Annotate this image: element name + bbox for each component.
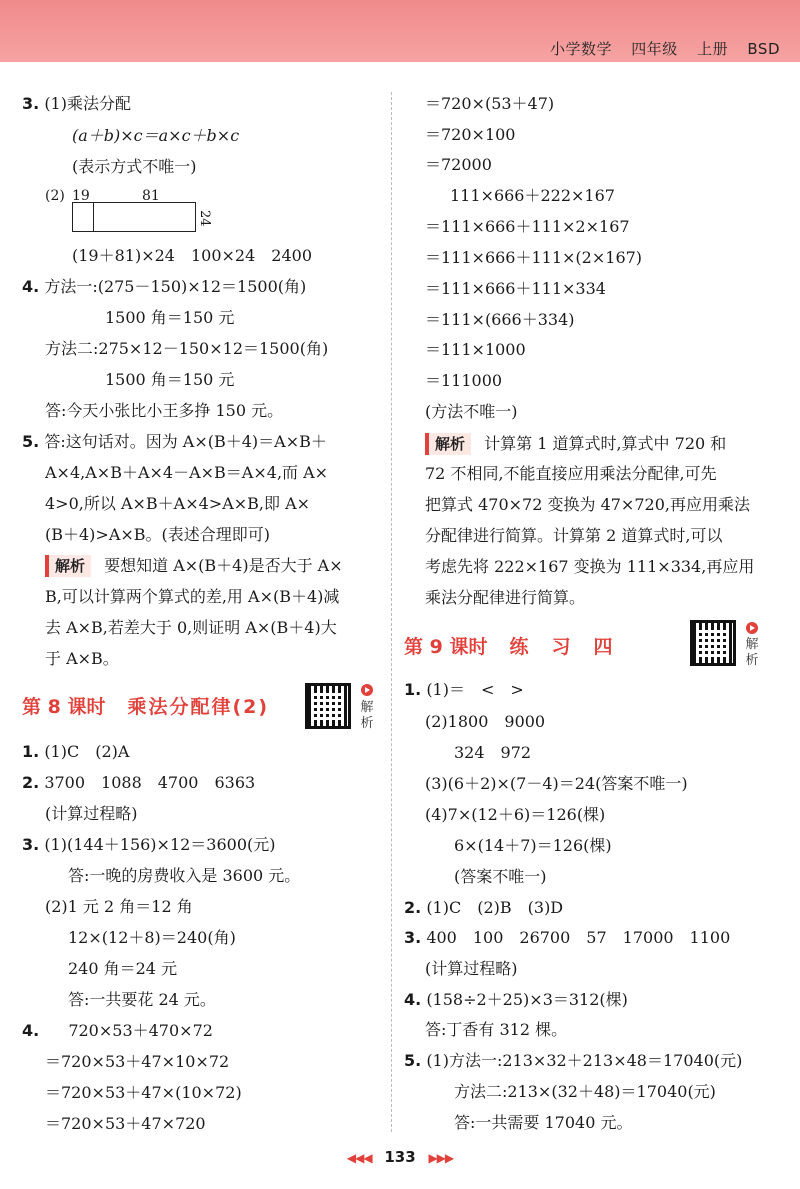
s8-q4-line1: [22, 1021, 213, 1041]
s9-q5-line1: [404, 1051, 742, 1071]
left-q3-note: (表示方式不唯一): [72, 157, 197, 176]
right-analysis-text4: 分配律进行简算。计算第 2 道算式时,可以: [425, 526, 723, 545]
s9-q3-note: (计算过程略): [425, 959, 518, 978]
page-footer: [0, 1148, 800, 1166]
section-8-heading: [22, 692, 269, 719]
qr-code-section-8[interactable]: [305, 683, 351, 729]
s9-q4-line1: [404, 990, 628, 1010]
s9-q3: [404, 928, 730, 948]
qr-label-9-a: 解: [745, 637, 759, 652]
right-analysis-tag: 解析: [425, 433, 471, 455]
s9-q5-text1: (1)方法一:213×32＋213×48＝17040(元): [426, 1051, 743, 1070]
right-analysis-text6: 乘法分配律进行简算。: [425, 588, 586, 607]
s8-q2-number: 2.: [22, 773, 40, 792]
s9-q3-number: 3.: [404, 928, 422, 947]
qr-code-section-9[interactable]: [690, 620, 736, 666]
right-calc-6: ＝111×666＋111×(2×167): [425, 248, 643, 267]
s8-q4-text4: ＝720×53＋47×720: [45, 1114, 206, 1133]
qr-label-section-8: [359, 700, 375, 732]
section-9-number: 第 9 课时: [404, 636, 488, 658]
s8-q3-text3: (2)1 元 2 角＝12 角: [45, 897, 193, 916]
s8-q3-text6: 答:一共要花 24 元。: [68, 990, 216, 1009]
s8-q4-text2: ＝720×53＋47×10×72: [45, 1052, 230, 1071]
left-analysis-text3: 去 A×B,若差大于 0,则证明 A×(B＋4)大: [45, 618, 337, 637]
s8-q2-answer: 3700 1088 4700 6363: [44, 773, 256, 792]
header-edition: BSD: [747, 40, 780, 58]
s9-q1-text6: 6×(14＋7)＝126(棵): [454, 836, 612, 855]
right-calc-5: ＝111×666＋111×2×167: [425, 217, 630, 236]
s9-q4-number: 4.: [404, 990, 422, 1009]
s8-q1-number: 1.: [22, 742, 40, 761]
right-calc-9: ＝111×1000: [425, 340, 526, 359]
s9-q1-text3: 324 972: [454, 743, 532, 762]
left-analysis-tag: 解析: [45, 555, 91, 577]
left-q5-text3: 4>0,所以 A×B＋A×4>A×B,即 A×: [45, 494, 311, 513]
section-8-number: 第 8 课时: [22, 696, 106, 718]
s8-q3-line1: [22, 835, 276, 855]
right-analysis-text2: 72 不相同,不能直接应用乘法分配律,可先: [425, 464, 717, 483]
header-info: [536, 38, 780, 59]
column-divider: [391, 92, 392, 1132]
s8-q4-text1: 720×53＋470×72: [68, 1021, 213, 1040]
left-q4-answer: 答:今天小张比小王多挣 150 元。: [45, 401, 284, 420]
left-q3-part1: (1)乘法分配: [44, 94, 131, 113]
play-icon-section-9: [746, 622, 758, 634]
left-q3-diagram-side: 24: [197, 210, 212, 227]
rectangle-divider: [93, 203, 94, 231]
header-subject: 小学数学: [550, 40, 613, 58]
s9-q1-line1: [404, 680, 524, 700]
right-calc-7: ＝111×666＋111×334: [425, 279, 606, 298]
page-number: 133: [384, 1148, 416, 1166]
header-volume: 上册: [697, 40, 729, 58]
s9-q2: [404, 898, 563, 918]
left-arrows-icon: ◀◀◀: [346, 1151, 372, 1165]
left-q3-number: 3.: [22, 94, 40, 113]
left-analysis-text1: 要想知道 A×(B＋4)是否大于 A×: [104, 556, 343, 575]
left-q4-conv2: 1500 角＝150 元: [105, 370, 235, 389]
s9-q5-text3: 答:一共需要 17040 元。: [454, 1113, 633, 1132]
s9-q1-text5: (4)7×(12＋6)＝126(棵): [425, 805, 606, 824]
left-q4-line1: [22, 277, 306, 297]
left-analysis-text2: B,可以计算两个算式的差,用 A×(B＋4)减: [45, 587, 340, 606]
s8-q3-text2: 答:一晚的房费收入是 3600 元。: [68, 866, 301, 885]
right-analysis-text5: 考虑先将 222×167 变换为 111×334,再应用: [425, 557, 755, 576]
s9-q2-answer: (1)C (2)B (3)D: [426, 898, 564, 917]
left-q5-text2: A×4,A×B＋A×4－A×B＝A×4,而 A×: [45, 463, 329, 482]
rectangle-diagram: [72, 202, 196, 232]
s9-q4-text1: (158÷2＋25)×3＝312(棵): [426, 990, 628, 1009]
section-9-heading: [404, 632, 614, 659]
left-q3-diagram-b: 81: [142, 188, 160, 204]
left-q4-method2: 方法二:275×12－150×12＝1500(角): [45, 339, 329, 358]
qr-label-9-b: 析: [745, 653, 759, 668]
s8-q3-text4: 12×(12＋8)＝240(角): [68, 928, 236, 947]
s8-q1: [22, 742, 129, 762]
s8-q4-text3: ＝720×53＋47×(10×72): [45, 1083, 242, 1102]
s9-q3-answer: 400 100 26700 57 17000 1100: [426, 928, 731, 947]
right-calc-10: ＝111000: [425, 371, 503, 390]
right-calc-4: 111×666＋222×167: [450, 186, 615, 205]
right-calc-3: ＝72000: [425, 155, 492, 174]
s9-q1-text7: (答案不唯一): [454, 867, 547, 886]
right-analysis-text3: 把算式 470×72 变换为 47×720,再应用乘法: [425, 495, 750, 514]
s9-q1-number: 1.: [404, 680, 422, 699]
header-grade: 四年级: [631, 40, 678, 58]
qr-label-section-9: [744, 637, 760, 669]
s9-q1-text2: (2)1800 9000: [425, 712, 546, 731]
right-arrows-icon: ▶▶▶: [428, 1151, 454, 1165]
s9-q1-text4: (3)(6＋2)×(7－4)＝24(答案不唯一): [425, 774, 688, 793]
right-analysis-text1: 计算第 1 道算式时,算式中 720 和: [484, 434, 727, 453]
s8-q3-text5: 240 角＝24 元: [68, 959, 178, 978]
right-calc-note: (方法不唯一): [425, 402, 518, 421]
left-analysis-line1: [45, 555, 343, 577]
s8-q3-text1: (1)(144＋156)×12＝3600(元): [44, 835, 276, 854]
left-q3-line1: [22, 94, 131, 114]
qr-label-8-b: 析: [360, 716, 374, 731]
left-analysis-text4: 于 A×B。: [45, 649, 119, 668]
qr-label-8-a: 解: [360, 700, 374, 715]
section-9-title: 练 习 四: [509, 636, 615, 658]
s8-q3-number: 3.: [22, 835, 40, 854]
left-q3-formula: (a＋b)×c＝a×c＋b×c: [72, 126, 240, 145]
left-q3-diagram-a: 19: [72, 188, 90, 204]
s8-q2-note: (计算过程略): [45, 804, 138, 823]
left-q5-text1: 答:这句话对。因为 A×(B＋4)＝A×B＋: [44, 432, 327, 451]
s9-q5-text2: 方法二:213×(32＋48)＝17040(元): [454, 1082, 716, 1101]
right-calc-2: ＝720×100: [425, 125, 516, 144]
s8-q1-answer: (1)C (2)A: [44, 742, 130, 761]
left-q3-result: (19＋81)×24 100×24 2400: [72, 246, 312, 265]
left-q5-number: 5.: [22, 432, 40, 451]
s8-q2: [22, 773, 255, 793]
right-calc-1: ＝720×(53＋47): [425, 94, 555, 113]
left-q5-line1: [22, 432, 327, 452]
right-calc-8: ＝111×(666＋334): [425, 310, 575, 329]
s9-q2-number: 2.: [404, 898, 422, 917]
right-analysis-line1: [425, 433, 726, 455]
s9-q4-text2: 答:丁香有 312 棵。: [425, 1020, 568, 1039]
play-icon-section-8: [361, 684, 373, 696]
left-q5-text4: (B＋4)>A×B。(表述合理即可): [45, 525, 271, 544]
s9-q1-text1: (1)＝ < >: [426, 680, 524, 699]
s8-q4-number: 4.: [22, 1021, 40, 1040]
left-q4-method1: 方法一:(275－150)×12＝1500(角): [44, 277, 307, 296]
s9-q5-number: 5.: [404, 1051, 422, 1070]
section-8-title: 乘法分配律(2): [127, 696, 270, 718]
left-q4-conv1: 1500 角＝150 元: [105, 308, 235, 327]
left-q3-part2-prefix: (2): [45, 188, 65, 204]
left-q4-number: 4.: [22, 277, 40, 296]
